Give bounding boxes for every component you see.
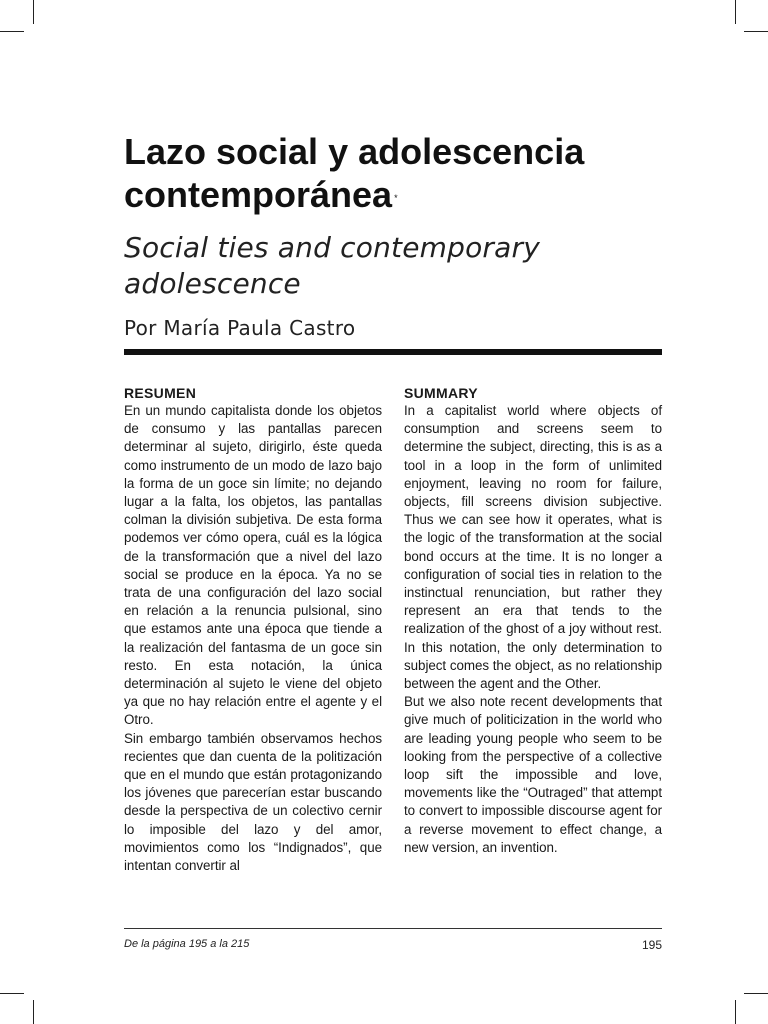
crop-mark	[744, 31, 768, 32]
resumen-paragraph: Sin embargo también observamos hechos recientes que dan cuenta de la politización que en el mundo que están protagonizando los jóvenes que parecerían estar buscando desde la perspectiva de un colectivo cernir lo imposible del lazo y del amor, movimientos como los “Indignados”, que intentan convertir al	[124, 730, 382, 874]
resumen-paragraph: En un mundo capitalista donde los objetos de consumo y las pantallas parecen determinar al sujeto, dirigirlo, éste queda como instrumento de un modo de lazo bajo la forma de un goce sin límite; no dejando lugar a la falta, los objetos, las pantallas colman la división subjetiva. De esta forma podemos ver cómo opera, cuál es la lógica de la transformación que a nivel del lazo social se produce en la época. Ya no se trata de una configuración del lazo social en relación a la renuncia pulsional, sino que estamos ante una época que tiende a la realización del fantasma de un goce sin resto. En esta notación, la única determinación al sujeto le viene del objeto ya que no hay relación entre el agente y el Otro.	[124, 403, 382, 728]
crop-mark	[0, 993, 24, 994]
title-divider	[124, 349, 662, 355]
crop-mark	[33, 1000, 34, 1024]
author-line: Por María Paula Castro	[124, 316, 356, 340]
crop-mark	[735, 1000, 736, 1024]
summary-paragraph: In a capitalist world where objects of consumption and screens seem to determine the subject, directing, this is as a tool in a loop in the form of unlimited enjoyment, leaving no room for failure, objects, fill screens division subjective. Thus we can see how it operates, what is the logic of the transformation at the social bond occurs at the time. It is no longer a configuration of social ties in relation to the instinctual renunciation, but rather they represent an era that tends to the realization of the ghost of a joy without rest. In this notation, the only determination to subject comes the object, as no relationship between the agent and the Other.	[404, 403, 662, 692]
footer-divider	[124, 928, 662, 929]
crop-mark	[0, 31, 24, 32]
page-number: 195	[641, 938, 662, 952]
summary-paragraph: But we also note recent developments that give much of politicization in the world who are leading young people who seem to be looking from the perspective of a collective loop sift the impossible and love, movements like the “Outraged” that attempt to convert to impossible discourse agent for a reverse movement to effect change, a new version, an invention.	[404, 694, 662, 855]
summary-column	[404, 382, 662, 857]
resumen-heading: RESUMEN	[124, 385, 197, 401]
crop-mark	[744, 993, 768, 994]
page-range: De la página 195 a la 215	[124, 938, 250, 950]
resumen-column	[124, 382, 382, 875]
crop-mark	[33, 0, 34, 24]
article-title-text: Lazo social y adolescencia contemporánea	[124, 131, 585, 215]
title-footnote-mark: *	[394, 193, 398, 203]
article-subtitle: Social ties and contemporary adolescence	[124, 231, 540, 300]
article-title	[124, 130, 684, 216]
crop-mark	[735, 0, 736, 24]
summary-heading: SUMMARY	[404, 385, 478, 401]
